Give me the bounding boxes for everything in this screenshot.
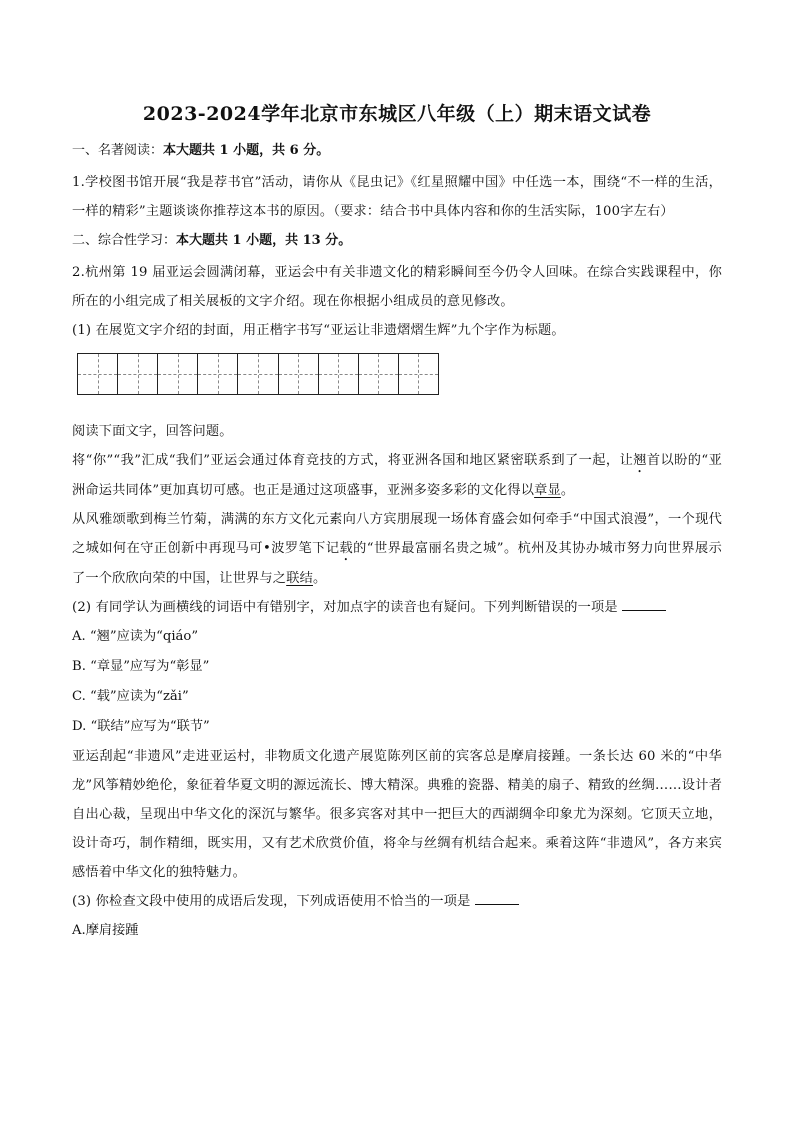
passage-1-text-a: 将“你”“我”汇成“我们”亚运会通过体育竞技的方式，将亚洲各国和地区紧密联系到了一起，让	[72, 453, 634, 468]
sub-2-text: (2) 有同学认为画横线的词语中有错别字，对加点字的读音也有疑问。下列判断错误的一项是	[72, 600, 618, 615]
grid-cell[interactable]	[158, 354, 198, 394]
grid-cell[interactable]	[279, 354, 319, 394]
grid-cell[interactable]	[78, 354, 118, 394]
answer-blank[interactable]	[622, 598, 666, 611]
answer-blank[interactable]	[475, 892, 519, 905]
passage-2-dotted-char: 载	[339, 541, 354, 556]
section-2-heading	[72, 230, 722, 252]
passage-1-dotted-char: 翘	[633, 453, 647, 468]
passage-2-underlined: 联结	[286, 571, 313, 586]
passage-1-text-e: 。	[560, 483, 575, 498]
passage-2-text-a: 从风雅颂歌到梅兰竹菊，满满的东方文化元素向八方宾朋展现一场体育盛会如何牵手“中国式浪漫”，一个现代之城如何在守正创新中再现马可•波罗笔下记	[72, 512, 722, 556]
passage-1-text-c: 首以盼的“亚洲命运共同体”更加真切可感。也正是通过这项盛事，亚洲多姿多彩的文化得以	[72, 453, 722, 498]
passage-2	[72, 505, 722, 593]
question-2-sub-1: (1) 在展览文字介绍的封面，用正楷字书写“亚运让非遗熠熠生辉”九个字作为标题。	[72, 323, 565, 338]
page-title: 2023-2024学年北京市东城区八年级（上）期末语文试卷	[142, 103, 652, 125]
writing-grid[interactable]	[77, 353, 439, 395]
grid-cell[interactable]	[118, 354, 158, 394]
option-b[interactable]: B. “章显”应写为“彰显”	[72, 659, 210, 674]
section-1-prefix: 一、名著阅读：	[72, 143, 164, 158]
grid-cell[interactable]	[198, 354, 238, 394]
exam-page	[72, 100, 722, 946]
grid-cell[interactable]	[399, 354, 438, 394]
option-3a[interactable]: A.摩肩接踵	[72, 923, 139, 938]
passage-2-text-c: 的“世界最富丽名贵之城”。杭州及其协办城市努力向世界展示了一个欣欣向荣的中国，让世界与之	[72, 541, 722, 586]
grid-cell[interactable]	[359, 354, 399, 394]
question-1: 1.学校图书馆开展“我是荐书官”活动，请你从《昆虫记》《红星照耀中国》中任选一本，围绕“不一样的生活，一样的精彩”主题谈谈你推荐这本书的原因。（要求：结合书中具体内容和你的生活实际，100字左右）	[72, 175, 722, 219]
section-1-heading	[72, 140, 722, 162]
option-c[interactable]: C. “载”应读为“zǎi”	[72, 689, 189, 704]
passage-3: 亚运刮起“非遗风”走进亚运村，非物质文化遗产展览陈列区前的宾客总是摩肩接踵。一条长达 60 米的“中华龙”风筝精妙绝伦，象征着华夏文明的源远流长、博大精深。典雅的瓷器、精美的扇子、精致的丝绸……设计者自出心裁，呈现出中华文化的深沉与繁华。很多宾客对其中一把巨大的西湖绸伞印象尤为深刻。它顶天立地，设计奇巧，制作精细，既实用，又有艺术欣赏价值，将伞与丝绸有机结合起来。乘着这阵“非遗风”，各方来宾感悟着中华文化的独特魅力。	[72, 749, 722, 880]
question-2-sub-3	[72, 887, 722, 916]
passage-1	[72, 446, 722, 505]
passage-2-text-e: 。	[312, 571, 327, 586]
passage-1-underlined: 章显	[534, 483, 561, 498]
question-2-sub-2	[72, 593, 722, 622]
option-a[interactable]: A. “翘”应读为“qiáo”	[72, 629, 199, 644]
question-2-intro: 2.杭州第 19 届亚运会圆满闭幕，亚运会中有关非遗文化的精彩瞬间至今仍令人回味。在综合实践课程中，你所在的小组完成了相关展板的文字介绍。现在你根据小组成员的意见修改。	[72, 265, 722, 309]
section-2-info: 本大题共 1 小题，共 13 分。	[176, 233, 352, 248]
grid-cell[interactable]	[319, 354, 359, 394]
section-2-prefix: 二、综合性学习：	[72, 233, 177, 248]
grid-cell[interactable]	[238, 354, 278, 394]
option-d[interactable]: D. “联结”应写为“联节”	[72, 719, 210, 734]
read-prompt: 阅读下面文字，回答问题。	[72, 424, 233, 439]
section-1-info: 本大题共 1 小题，共 6 分。	[163, 143, 330, 158]
sub-3-text: (3) 你检查文段中使用的成语后发现，下列成语使用不恰当的一项是	[72, 894, 471, 909]
